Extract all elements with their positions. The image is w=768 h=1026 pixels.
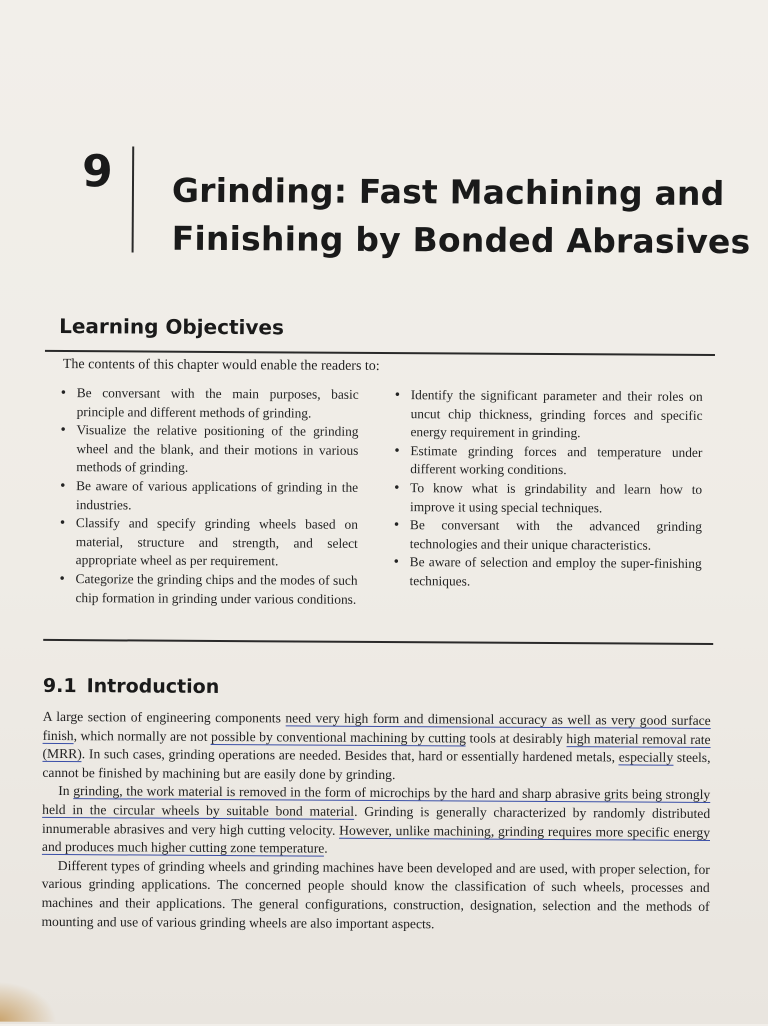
chapter-number: 9 (81, 146, 113, 198)
chapter-title-line2: Finishing by Bonded Abrasives (171, 218, 751, 262)
objective-item: • Be conversant with the advanced grinding technologies and their unique characteristics. (392, 516, 702, 555)
section-body (41, 708, 710, 935)
objective-item: • Classify and specify grinding wheels based on material, structure and strength, and select appropriate wheel as per requirement. (58, 514, 358, 572)
objective-item: • Visualize the relative positioning of the grinding wheel and the blank, and their motions in various methods of grinding. (58, 421, 358, 479)
text-run: . In such cases, grinding operations are needed. Besides that, hard or essentially hardened metals, (81, 746, 619, 765)
pen-underlined-text: especially (618, 749, 674, 765)
objective-item: • Identify the significant parameter and their roles on uncut chip thickness, grinding forces and specific energy requirement in grinding. (392, 386, 702, 444)
text-run: steels, cannot be finished by machining but are easily done by grinding. (42, 749, 711, 782)
section-number: 9.1 (42, 674, 77, 698)
objectives-top-rule (45, 350, 715, 356)
pen-underlined-text: However, unlike machining, grinding requires more specific energy and produces much higher cutting zone temperature (41, 822, 711, 856)
chapter-title-line1: Grinding: Fast Machining and (171, 170, 725, 214)
objective-item: • Be conversant with the main purposes, basic principle and different methods of grinding. (59, 384, 359, 423)
learning-objectives-heading: Learning Objectives (59, 314, 284, 340)
pen-underlined-text: high material removal rate (MRR) (42, 730, 711, 762)
objective-item: • Estimate grinding forces and temperature under different working conditions. (392, 442, 702, 481)
objectives-right-column (392, 386, 703, 592)
pen-underlined-text: need very high form and dimensional accuracy as well as very good surface finish (42, 710, 711, 743)
text-run: . Grinding is generally characterized by randomly distributed innumerable abrasives and very high cutting velocity. (42, 803, 711, 838)
paragraph-2 (42, 782, 710, 860)
objectives-left-column (57, 384, 358, 609)
text-run: In (58, 783, 74, 799)
text-run: A large section of engineering components (42, 708, 286, 726)
pen-underlined-text: grinding, the work material is removed in the form of microchips by the hard and sharp abrasive grits being strongly held in the circular wheels by suitable bond material (42, 783, 711, 819)
objectives-bottom-rule (43, 639, 713, 645)
text-run: . (324, 840, 328, 856)
chapter-title (172, 167, 753, 267)
text-run: , which normally are not (73, 727, 212, 744)
page-corner-shadow (0, 982, 57, 1022)
chapter-divider (132, 146, 135, 252)
objective-item: • Be aware of selection and employ the super-finishing techniques. (392, 553, 702, 592)
paragraph-1 (42, 708, 710, 786)
objective-item: • Categorize the grinding chips and the modes of such chip formation in grinding under various conditions. (57, 570, 357, 609)
paragraph-3: Different types of grinding wheels and grinding machines have been developed and are used, with proper selection, for various grinding applications. The concerned people should know the classification of such wheels, processes and machines and their applications. The general configurations, construction, designation, selection and the methods of mounting and use of various grinding wheels are also important aspects. (41, 857, 710, 931)
objective-item: • Be aware of various applications of grinding in the industries. (58, 477, 358, 516)
text-run: tools at desirably (465, 730, 567, 746)
objective-item: • To know what is grindability and learn how to improve it using special techniques. (392, 479, 702, 518)
pen-underlined-text: possible by conventional machining by cutting (211, 728, 467, 746)
section-heading (43, 675, 219, 698)
section-title: Introduction (86, 675, 220, 698)
learning-objectives-intro: The contents of this chapter would enable the readers to: (62, 357, 380, 374)
